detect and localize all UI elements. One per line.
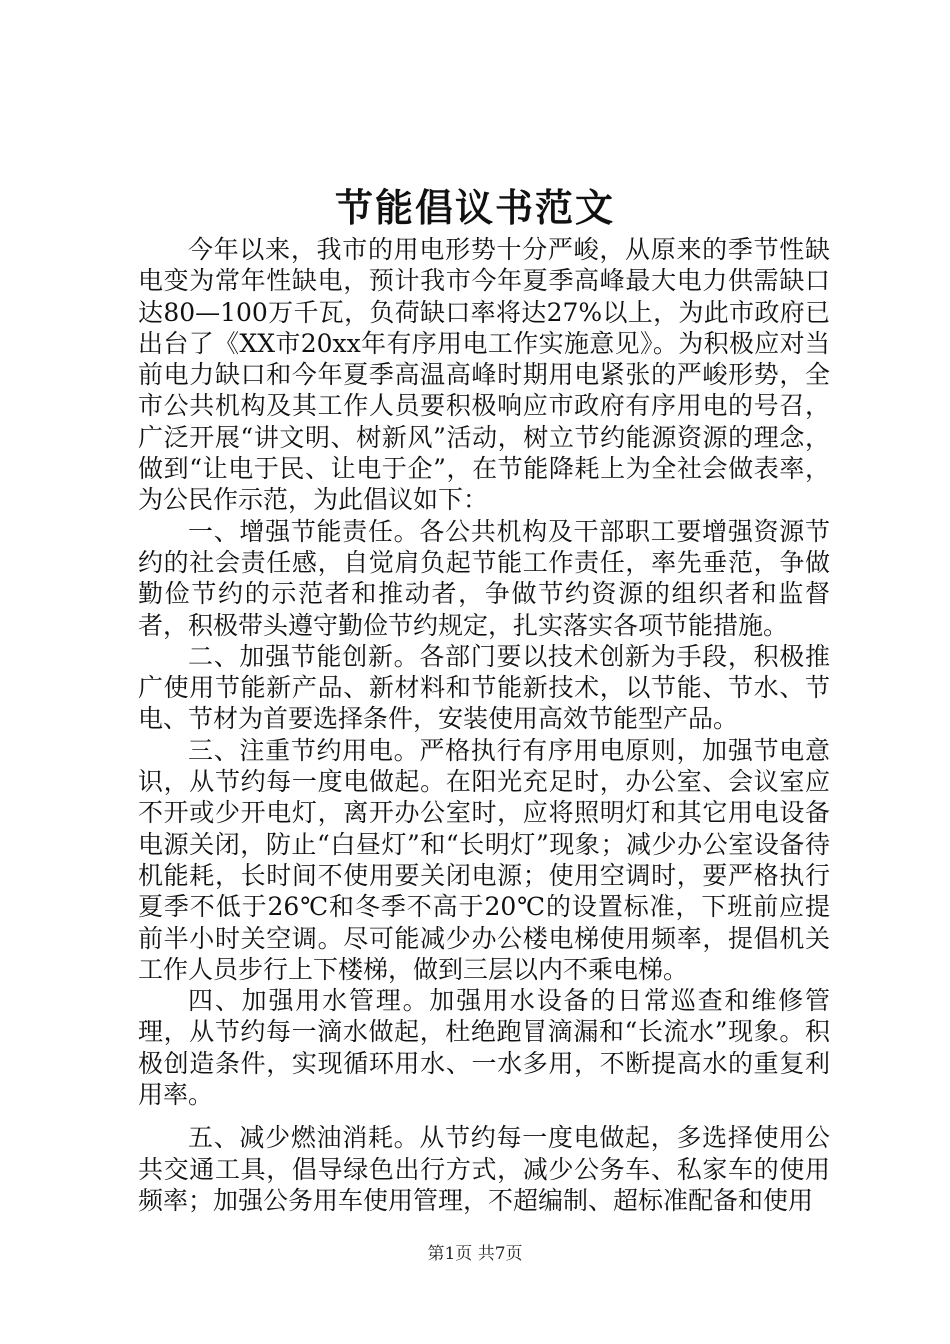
- page-footer: 第1页 共7页: [427, 1244, 523, 1264]
- paragraph-3-save-electricity: 三、注重节约用电。严格执行有序用电原则，加强节电意识，从节约每一度电做起。在阳光充足时，办公室、会议室应不开或少开电灯，离开办公室时，应将照明灯和其它用电设备电源关闭，防止“白昼灯”和“长明灯”现象；减少办公室设备待机能耗，长时间不使用要关闭电源；使用空调时，要严格执行夏季不低于26℃和冬季不高于20℃的设置标准，下班前应提前半小时关空调。尽可能减少办公楼电梯使用频率，提倡机关工作人员步行上下楼梯，做到三层以内不乘电梯。: [138, 735, 830, 984]
- document-body: [138, 234, 830, 1216]
- paragraph-1-energy-responsibility: 一、增强节能责任。各公共机构及干部职工要增强资源节约的社会责任感，自觉肩负起节能工作责任，率先垂范，争做勤俭节约的示范者和推动者，争做节约资源的组织者和监督者，积极带头遵守勤俭节约规定，扎实落实各项节能措施。: [138, 516, 830, 640]
- document-title: 节能倡议书范文: [334, 185, 615, 230]
- paragraph-5-reduce-fuel: 五、减少燃油消耗。从节约每一度电做起，多选择使用公共交通工具，倡导绿色出行方式，减少公务车、私家车的使用频率；加强公务用车使用管理，不超编制、超标准配备和使用: [138, 1123, 830, 1215]
- intro-paragraph: 今年以来，我市的用电形势十分严峻，从原来的季节性缺电变为常年性缺电，预计我市今年夏季高峰最大电力供需缺口达80—100万千瓦，负荷缺口率将达27%以上，为此市政府已出台了《XX市20xx年有序用电工作实施意见》。为积极应对当前电力缺口和今年夏季高温高峰时期用电紧张的严峻形势，全市公共机构及其工作人员要积极响应市政府有序用电的号召，广泛开展“讲文明、树新风”活动，树立节约能源资源的理念，做到“让电于民、让电于企”，在节能降耗上为全社会做表率，为公民作示范，为此倡议如下：: [138, 235, 830, 515]
- paragraph-4-water-management: 四、加强用水管理。加强用水设备的日常巡查和维修管理，从节约每一滴水做起，杜绝跑冒滴漏和“长流水”现象。积极创造条件，实现循环用水、一水多用，不断提高水的重复利用率。: [138, 986, 830, 1110]
- paragraph-2-energy-innovation: 二、加强节能创新。各部门要以技术创新为手段，积极推广使用节能新产品、新材料和节能新技术，以节能、节水、节电、节材为首要选择条件，安装使用高效节能型产品。: [138, 641, 830, 734]
